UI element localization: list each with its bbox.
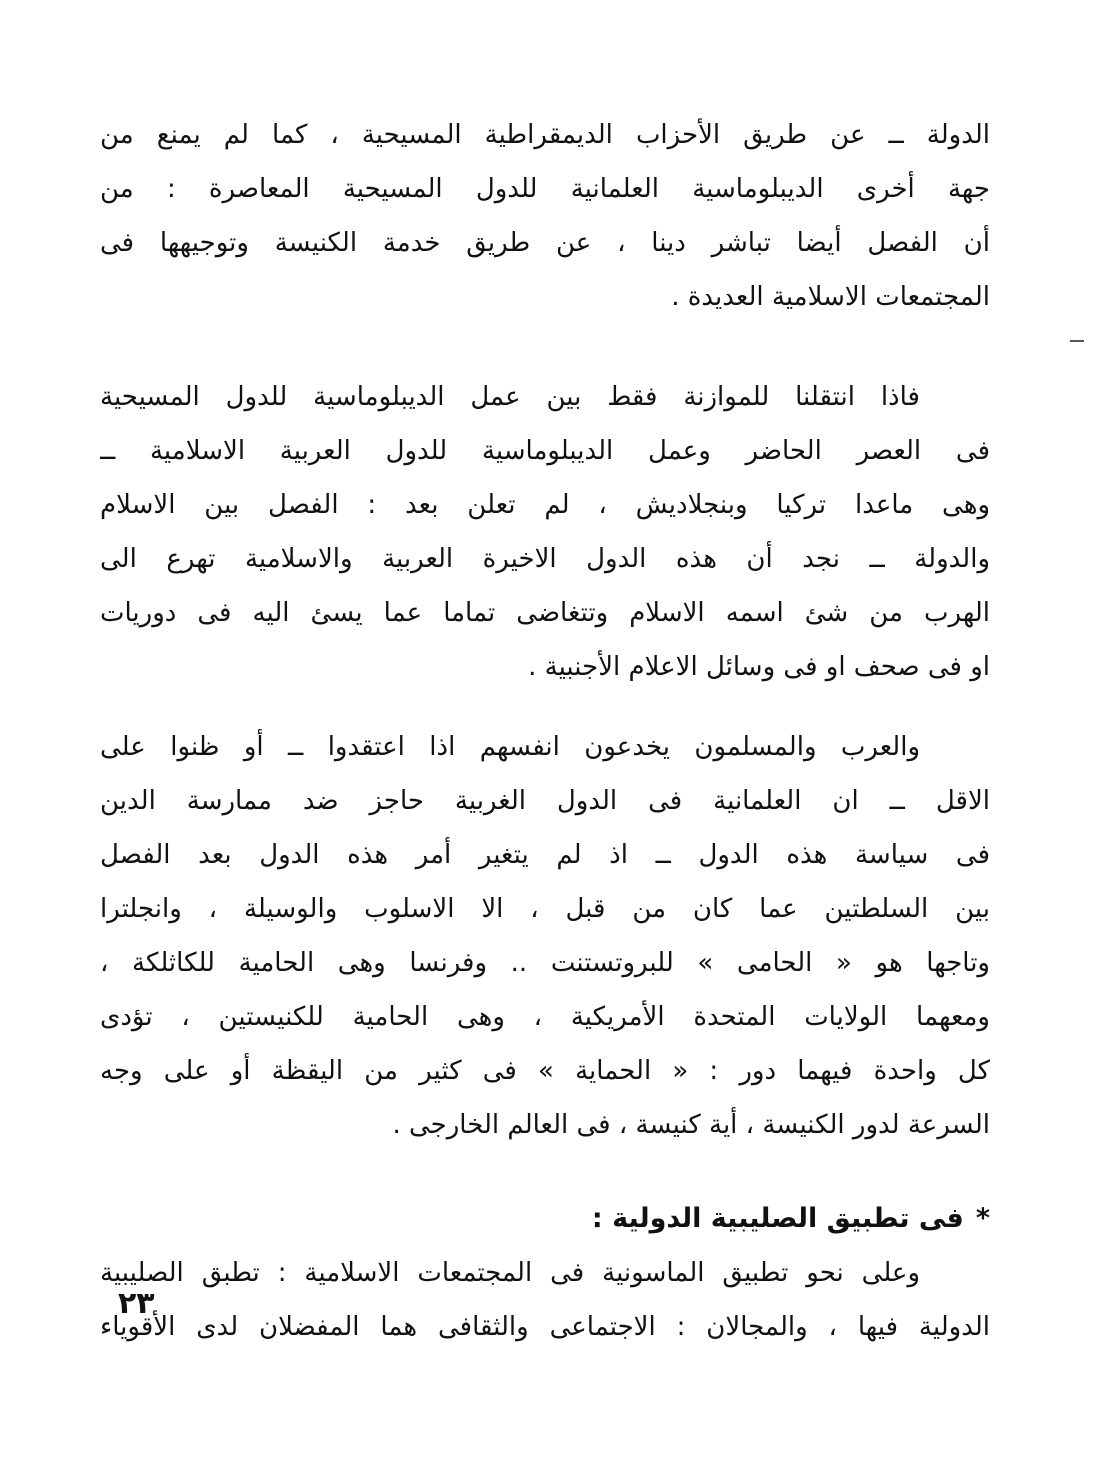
text-line: والعرب والمسلمون يخدعون انفسهم اذا اعتقدوا ــ أو ظنوا على <box>100 732 920 762</box>
section-heading <box>100 1192 990 1246</box>
paragraph-gap <box>100 694 990 720</box>
section-heading-text: فى تطبيق الصليبية الدولية : <box>591 1203 964 1234</box>
text-line: والدولة ــ نجد أن هذه الدول الاخيرة العربية والاسلامية تهرع الى <box>100 544 990 574</box>
text-line: الدولية فيها ، والمجالان : الاجتماعى والثقافى هما المفضلان لدى الأقوياء <box>100 1312 990 1342</box>
text-line: فى سياسة هذه الدول ــ اذ لم يتغير أمر هذه الدول بعد الفصل <box>100 840 990 870</box>
paragraph-gap <box>100 1152 990 1192</box>
text-line: الدولة ــ عن طريق الأحزاب الديمقراطية المسيحية ، كما لم يمنع من <box>100 120 990 150</box>
text-line: وهى ماعدا تركيا وبنجلاديش ، لم تعلن بعد : الفصل بين الاسلام <box>100 490 990 520</box>
paragraph-1 <box>100 108 990 324</box>
text-line: جهة أخرى الديبلوماسية العلمانية للدول المسيحية المعاصرة : من <box>100 174 990 204</box>
text-line: كل واحدة فيهما دور : « الحماية » فى كثير من اليقظة أو على وجه <box>100 1056 990 1086</box>
text-line: السرعة لدور الكنيسة ، أية كنيسة ، فى العالم الخارجى . <box>392 1110 990 1140</box>
paragraph-gap <box>100 324 990 370</box>
paragraph-2 <box>100 370 990 694</box>
page-body <box>100 108 990 1354</box>
text-line: المجتمعات الاسلامية العديدة . <box>671 282 990 312</box>
text-line: وتاجها هو « الحامى » للبروتستنت .. وفرنسا وهى الحامية للكاثلكة ، <box>100 948 990 978</box>
text-line: وعلى نحو تطبيق الماسونية فى المجتمعات الاسلامية : تطبق الصليبية <box>100 1258 920 1288</box>
margin-mark <box>1070 340 1084 342</box>
text-line: ومعهما الولايات المتحدة الأمريكية ، وهى الحامية للكنيستين ، تؤدى <box>100 1002 990 1032</box>
text-line: الاقل ــ ان العلمانية فى الدول الغربية حاجز ضد ممارسة الدين <box>100 786 990 816</box>
paragraph-4 <box>100 1246 990 1354</box>
text-line: الهرب من شئ اسمه الاسلام وتتغاضى تماما عما يسئ اليه فى دوريات <box>100 598 990 628</box>
text-line: فاذا انتقلنا للموازنة فقط بين عمل الديبلوماسية للدول المسيحية <box>100 382 920 412</box>
text-line: أن الفصل أيضا تباشر دينا ، عن طريق خدمة الكنيسة وتوجيهها فى <box>100 228 990 258</box>
text-line: فى العصر الحاضر وعمل الديبلوماسية للدول العربية الاسلامية ــ <box>100 436 990 466</box>
text-line: بين السلطتين عما كان من قبل ، الا الاسلوب والوسيلة ، وانجلترا <box>100 894 990 924</box>
paragraph-3 <box>100 720 990 1152</box>
page-number: ٢٣ <box>118 1286 155 1321</box>
text-line: او فى صحف او فى وسائل الاعلام الأجنبية . <box>528 652 990 682</box>
asterisk-icon: * <box>975 1203 990 1234</box>
